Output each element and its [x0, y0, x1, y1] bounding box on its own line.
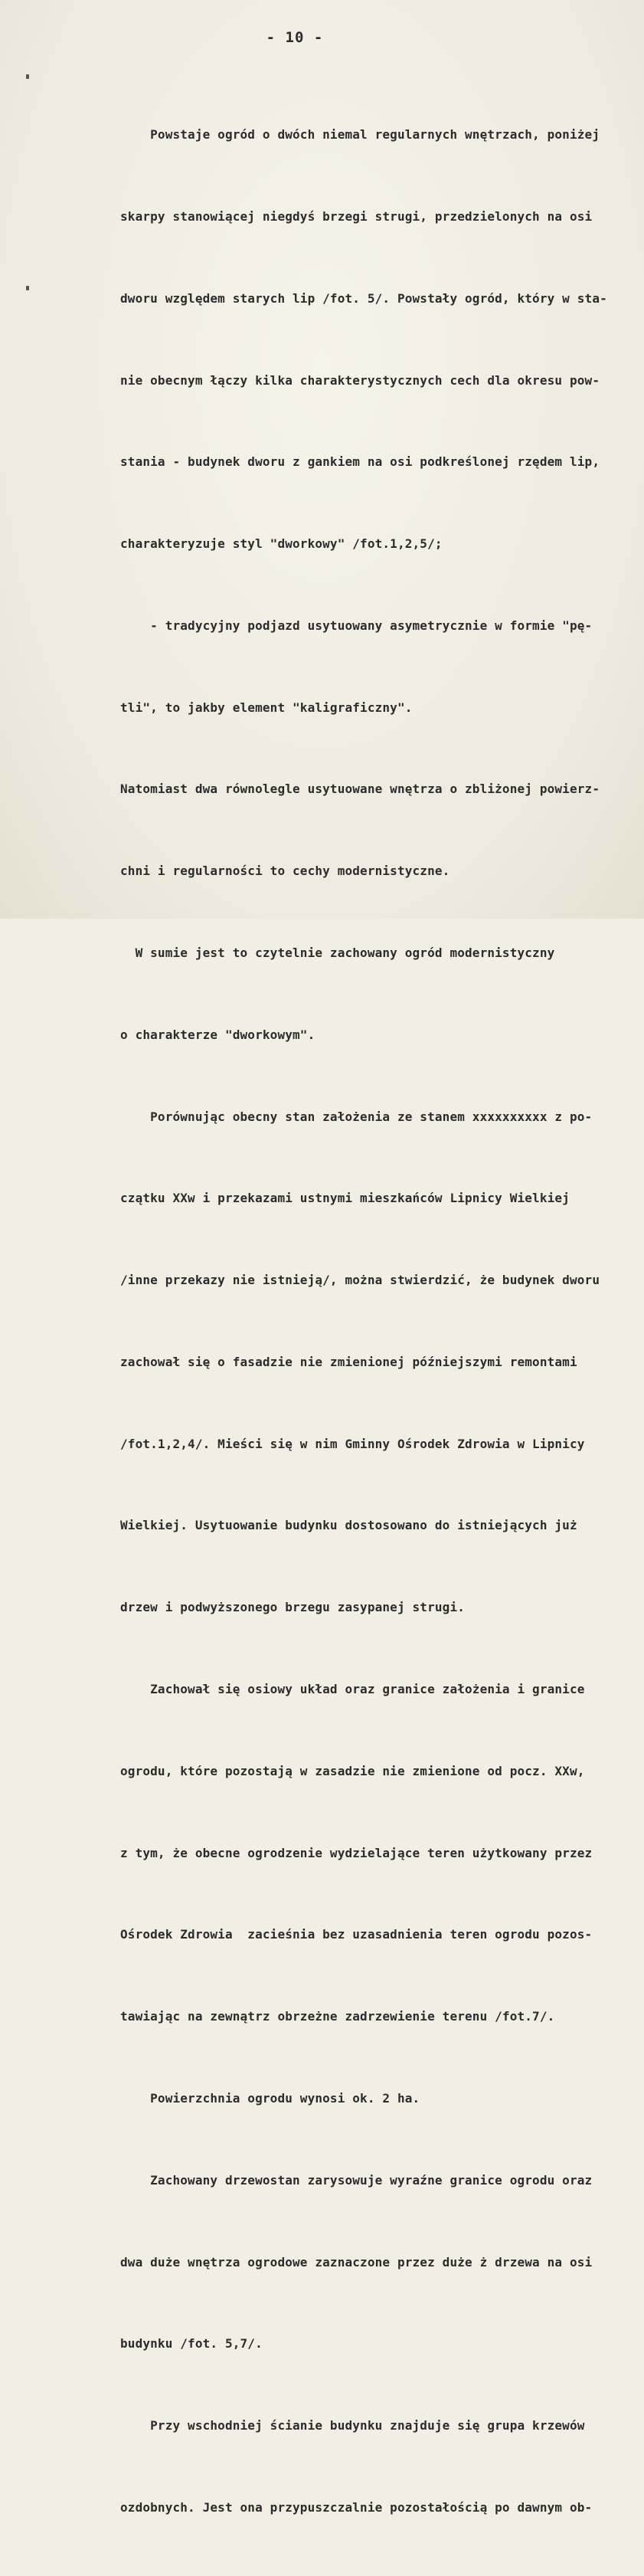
punch-mark — [26, 74, 29, 79]
text-line: Natomiast dwa równolegle usytuowane wnętrza o zbliżonej powierz- — [120, 782, 600, 797]
text-line: W sumie jest to czytelnie zachowany ogród modernistyczny — [120, 946, 555, 960]
text-line: ogrodu, które pozostają w zasadzie nie zmienione od pocz. XXw, — [120, 1763, 585, 1778]
page-number: - 10 - — [266, 29, 324, 46]
text-line: Powstaje ogród o dwóch niemal regularnych wnętrzach, poniżej — [120, 127, 600, 143]
text-line: ozdobnych. Jest ona przypuszczalnie pozostałością po dawnym ob- — [120, 2499, 593, 2515]
text-line: - tradycyjny podjazd usytuowany asymetrycznie w formie "pę- — [120, 618, 593, 633]
text-line: Powierzchnia ogrodu wynosi ok. 2 ha. — [120, 2090, 420, 2106]
text-line: charakteryzuje styl "dworkowy" /fot.1,2,5/; — [120, 536, 443, 552]
text-line: o charakterze "dworkowym". — [120, 1027, 315, 1042]
text-line: czątku XXw i przekazami ustnymi mieszkańców Lipnicy Wielkiej — [120, 1191, 570, 1206]
text-line: nie obecnym łączy kilka charakterystycznych cech dla okresu pow- — [120, 372, 600, 388]
text-line: /inne przekazy nie istnieją/, można stwierdzić, że budynek dworu — [120, 1273, 600, 1288]
text-line: dworu względem starych lip /fot. 5/. Powstały ogród, który w sta- — [120, 290, 607, 306]
text-line: Wielkiej. Usytuowanie budynku dostosowano do istniejących już — [120, 1518, 577, 1533]
text-line: /fot.1,2,4/. Mieści się w nim Gminny Ośrodek Zdrowia w Lipnicy — [120, 1436, 585, 1451]
text-line: budynku /fot. 5,7/. — [120, 2336, 263, 2352]
text-line: Ośrodek Zdrowia zacieśnia bez uzasadnienia teren ogrodu pozos- — [120, 1927, 593, 1942]
text-line: tli", to jakby element "kaligraficzny". — [120, 700, 413, 715]
typed-text-body — [120, 67, 626, 2576]
text-line: Zachowany drzewostan zarysowuje wyraźne granice ogrodu oraz — [120, 2172, 593, 2188]
text-line: chni i regularności to cechy modernistyczne. — [120, 864, 450, 879]
text-line: Zachował się osiowy układ oraz granice założenia i granice — [120, 1682, 585, 1697]
text-line: Porównując obecny stan założenia ze stanem xxxxxxxxxx z po- — [120, 1109, 593, 1124]
text-line: zachował się o fasadzie nie zmienionej późniejszymi remontami — [120, 1354, 577, 1369]
punch-mark — [26, 286, 29, 290]
text-line: skarpy stanowiącej niegdyś brzegi strugi, przedzielonych na osi — [120, 208, 593, 224]
text-line: stania - budynek dworu z gankiem na osi podkreślonej rzędem lip, — [120, 454, 600, 470]
text-line: tawiając na zewnątrz obrzeżne zadrzewienie terenu /fot.7/. — [120, 2009, 555, 2024]
text-line: drzew i podwyższonego brzegu zasypanej strugi. — [120, 1600, 466, 1615]
text-line: Przy wschodniej ścianie budynku znajduje się grupa krzewów — [120, 2418, 585, 2433]
text-line: dwa duże wnętrza ogrodowe zaznaczone przez duże ż drzewa na osi — [120, 2254, 593, 2270]
text-line: z tym, że obecne ogrodzenie wydzielające teren użytkowany przez — [120, 1845, 593, 1860]
